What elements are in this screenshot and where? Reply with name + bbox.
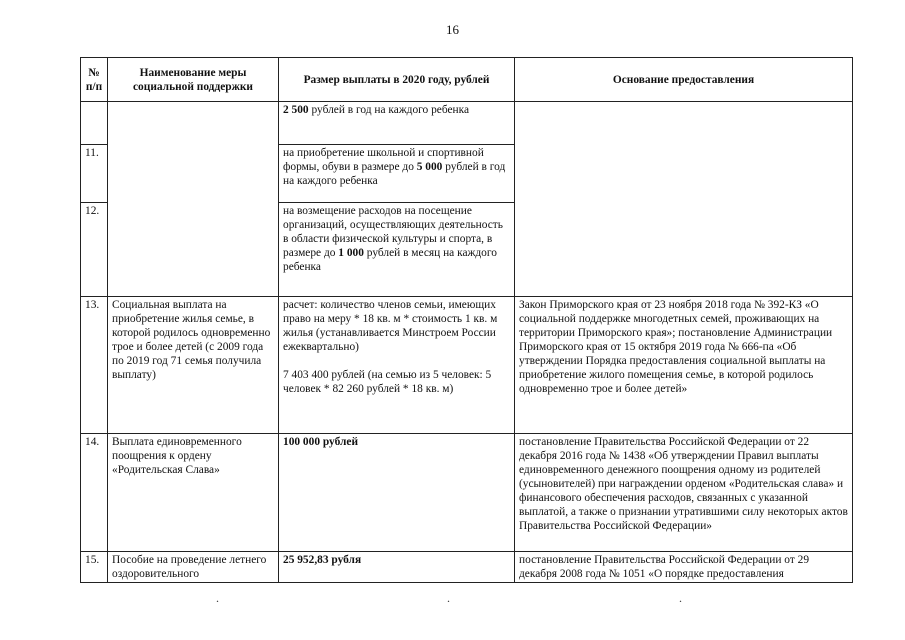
cell-name — [108, 203, 279, 297]
cell-num: 12. — [81, 203, 108, 297]
scan-dot: . — [679, 591, 682, 605]
header-amount: Размер выплаты в 2020 году, рублей — [279, 58, 515, 102]
table-row-13 — [81, 297, 853, 434]
amount-bold: 1 000 — [338, 247, 364, 259]
cell-basis: постановление Правительства Российской Федерации от 29 декабря 2008 года № 1051 «О порядке предоставления — [515, 552, 853, 583]
scan-dot: . — [216, 591, 219, 605]
header-basis: Основание предоставления — [515, 58, 853, 102]
table-row-15 — [81, 552, 853, 583]
header-num: № п/п — [81, 58, 108, 102]
amount-bold: 5 000 — [416, 161, 443, 173]
scan-dot: . — [447, 591, 450, 605]
amount-bold: 2 500 — [283, 104, 309, 116]
amount-text: рублей в месяц на каждого ребенка — [283, 247, 497, 273]
amount-example: 7 403 400 рублей (на семью из 5 человек: 5 человек * 82 260 рублей * 18 кв. м) — [283, 369, 492, 395]
cell-amount — [279, 297, 515, 434]
cell-name — [108, 145, 279, 203]
cell-name: Выплата единовременного поощрения к ордену «Родительская Слава» — [108, 434, 279, 552]
cell-num: 11. — [81, 145, 108, 203]
cell-basis: постановление Правительства Российской Федерации от 22 декабря 2016 года № 1438 «Об утверждении Правил выплаты единовременного денежного поощрения одному из родителей (усыновителей) при награждении орденом «Родительская слава» и финансового обеспечения расходов, связанных с указанной выплатой, а также о признании утратившими силу некоторых актов Правительства Российской Федерации» — [515, 434, 853, 552]
table-row-10-continued — [81, 102, 853, 145]
page-number: 16 — [446, 22, 459, 37]
cell-amount — [279, 102, 515, 145]
cell-amount — [279, 145, 515, 203]
amount-text: на возмещение расходов на посещение организаций, осуществляющих деятельность в области физической культуры и спорта, в размере до — [283, 205, 503, 259]
amount-text: на приобретение школьной и спортивной формы, обуви в размере до — [283, 147, 484, 173]
cell-name: Социальная выплата на приобретение жилья семье, в которой родилось одновременно трое и более детей (с 2009 года по 2019 год 71 семья получила выплату) — [108, 297, 279, 434]
cell-name: Пособие на проведение летнего оздоровительного — [108, 552, 279, 583]
cell-basis — [515, 102, 853, 297]
amount-calculation: расчет: количество членов семьи, имеющих право на меру * 18 кв. м * стоимость 1 кв. м жилья (устанавливается Минстроем России ежеквартально) — [283, 299, 498, 353]
header-name: Наименование меры социальной поддержки — [108, 58, 279, 102]
cell-basis: Закон Приморского края от 23 ноября 2018 года № 392-КЗ «О социальной поддержке многодетных семей, проживающих на территории Приморского края»; постановление Администрации Приморского края от 15 октября 2019 года № 666-па «Об утверждении Порядка предоставления социальной выплаты на приобретение жилого помещения семье, в которой родилось одновременно трое и более детей» — [515, 297, 853, 434]
cell-amount — [279, 203, 515, 297]
cell-num: 13. — [81, 297, 108, 434]
cell-name — [108, 102, 279, 145]
support-measures-table — [80, 57, 853, 583]
cell-amount: 25 952,83 рубля — [279, 552, 515, 583]
cell-num: 15. — [81, 552, 108, 583]
table-row-14 — [81, 434, 853, 552]
amount-text: рублей в год на каждого ребенка — [308, 104, 470, 116]
table-header-row — [81, 58, 853, 102]
cell-num — [81, 102, 108, 145]
amount-text: рублей в год на каждого ребенка — [283, 161, 506, 187]
cell-amount: 100 000 рублей — [279, 434, 515, 552]
cell-num: 14. — [81, 434, 108, 552]
